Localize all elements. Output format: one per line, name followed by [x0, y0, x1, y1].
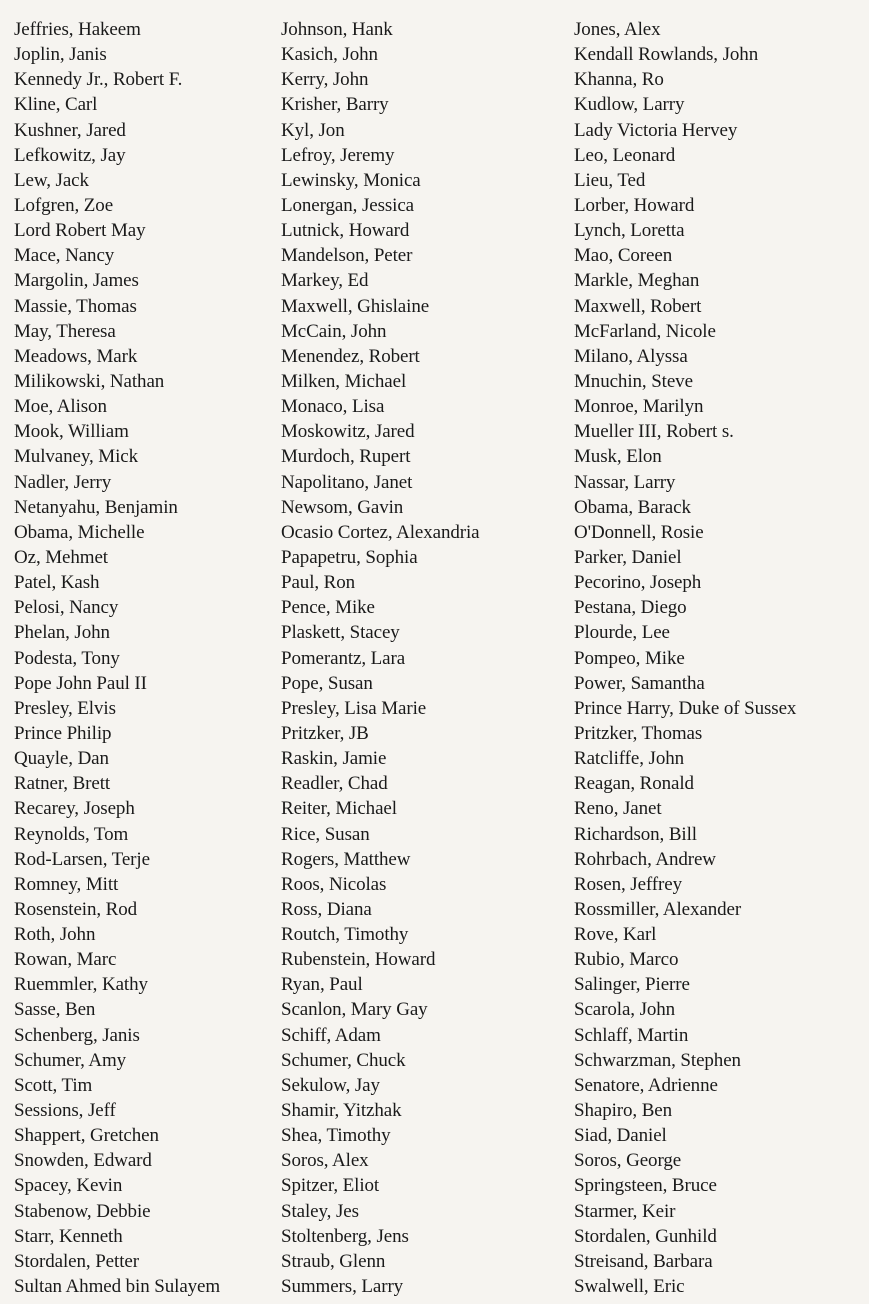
- name-entry: Ocasio Cortez, Alexandria: [281, 521, 480, 543]
- name-entry: Mandelson, Peter: [281, 245, 413, 267]
- name-entry: Jones, Alex: [574, 19, 661, 40]
- name-entry: Scarola, John: [574, 999, 676, 1021]
- name-entry: Markle, Meghan: [574, 270, 700, 292]
- name-entry: Pope John Paul II: [14, 672, 147, 694]
- name-column-3: [574, 17, 796, 1299]
- name-entry: Kasich, John: [281, 44, 378, 66]
- name-entry: Milken, Michael: [281, 370, 407, 392]
- name-entry: Pelosi, Nancy: [14, 597, 119, 619]
- name-entry: Obama, Michelle: [14, 521, 145, 543]
- name-entry: Obama, Barack: [574, 496, 691, 518]
- name-entry: Leo, Leonard: [574, 144, 676, 166]
- name-entry: Snowden, Edward: [14, 1150, 152, 1172]
- name-entry: Starmer, Keir: [574, 1200, 676, 1222]
- name-entry: Rosen, Jeffrey: [574, 873, 682, 895]
- name-entry: Shapiro, Ben: [574, 1100, 673, 1122]
- name-entry: Maxwell, Robert: [574, 295, 702, 317]
- name-entry: Kushner, Jared: [14, 119, 126, 141]
- name-entry: Mueller III, Robert s.: [574, 421, 734, 443]
- name-entry: Straub, Glenn: [281, 1250, 386, 1272]
- name-entry: Lonergan, Jessica: [281, 194, 415, 216]
- name-entry: Maxwell, Ghislaine: [281, 295, 430, 317]
- name-entry: Spacey, Kevin: [14, 1175, 123, 1197]
- name-entry: Oz, Mehmet: [14, 546, 108, 568]
- name-entry: Senatore, Adrienne: [574, 1074, 718, 1096]
- name-entry: Shamir, Yitzhak: [281, 1100, 402, 1122]
- name-entry: Krisher, Barry: [281, 94, 389, 116]
- name-entry: Netanyahu, Benjamin: [14, 496, 178, 518]
- name-entry: Sultan Ahmed bin Sulayem: [14, 1276, 221, 1298]
- name-entry: Stoltenberg, Jens: [281, 1225, 409, 1247]
- name-entry: Lofgren, Zoe: [14, 194, 114, 216]
- name-entry: Rossmiller, Alexander: [574, 898, 742, 920]
- name-entry: Jeffries, Hakeem: [14, 19, 141, 40]
- name-entry: Reynolds, Tom: [14, 823, 129, 845]
- name-entry: Lynch, Loretta: [574, 220, 685, 242]
- name-entry: Rubenstein, Howard: [281, 949, 436, 971]
- name-entry: Kyl, Jon: [281, 119, 345, 141]
- name-entry: Kline, Carl: [14, 94, 98, 116]
- name-entry: Nadler, Jerry: [14, 471, 112, 493]
- name-entry: O'Donnell, Rosie: [574, 521, 704, 543]
- name-entry: Stordalen, Petter: [14, 1250, 139, 1272]
- name-entry: Mace, Nancy: [14, 245, 115, 267]
- name-entry: Mulvaney, Mick: [14, 446, 139, 468]
- name-entry: Kudlow, Larry: [574, 94, 685, 116]
- name-entry: Soros, George: [574, 1150, 682, 1172]
- name-entry: Moskowitz, Jared: [281, 421, 415, 443]
- name-entry: Lewinsky, Monica: [281, 169, 421, 191]
- name-entry: Khanna, Ro: [574, 69, 664, 91]
- name-entry: Prince Harry, Duke of Sussex: [574, 697, 797, 719]
- name-entry: Schlaff, Martin: [574, 1024, 689, 1046]
- name-entry: Lady Victoria Hervey: [574, 119, 738, 141]
- name-entry: Siad, Daniel: [574, 1125, 667, 1147]
- name-entry: Scanlon, Mary Gay: [281, 999, 428, 1021]
- name-column-1: [14, 17, 220, 1299]
- name-entry: Summers, Larry: [281, 1276, 404, 1298]
- name-entry: Schumer, Amy: [14, 1049, 127, 1071]
- name-entry: Streisand, Barbara: [574, 1250, 713, 1272]
- name-entry: Stabenow, Debbie: [14, 1200, 151, 1222]
- name-entry: Quayle, Dan: [14, 748, 109, 770]
- name-entry: Raskin, Jamie: [281, 748, 387, 770]
- name-entry: Readler, Chad: [281, 773, 388, 795]
- name-entry: Roth, John: [14, 924, 96, 946]
- name-entry: Newsom, Gavin: [281, 496, 404, 518]
- name-entry: Pecorino, Joseph: [574, 572, 702, 594]
- name-entry: Ryan, Paul: [281, 974, 363, 996]
- name-entry: Monaco, Lisa: [281, 396, 385, 418]
- name-entry: Margolin, James: [14, 270, 139, 292]
- name-entry: Parker, Daniel: [574, 546, 682, 568]
- name-entry: Presley, Lisa Marie: [281, 697, 427, 719]
- name-entry: Lorber, Howard: [574, 194, 695, 216]
- name-entry: Plourde, Lee: [574, 622, 670, 644]
- name-entry: Shea, Timothy: [281, 1125, 391, 1147]
- name-entry: Menendez, Robert: [281, 345, 420, 367]
- name-entry: Schumer, Chuck: [281, 1049, 406, 1071]
- name-entry: Sekulow, Jay: [281, 1074, 380, 1096]
- name-entry: Lord Robert May: [14, 220, 146, 242]
- name-entry: Phelan, John: [14, 622, 110, 644]
- name-entry: Pence, Mike: [281, 597, 375, 619]
- name-entry: Sessions, Jeff: [14, 1100, 116, 1122]
- name-entry: Pestana, Diego: [574, 597, 687, 619]
- name-entry: Lefkowitz, Jay: [14, 144, 126, 166]
- name-entry: Ruemmler, Kathy: [14, 974, 148, 996]
- name-entry: Rogers, Matthew: [281, 848, 411, 870]
- name-entry: Rosenstein, Rod: [14, 898, 138, 920]
- name-entry: Kennedy Jr., Robert F.: [14, 69, 183, 91]
- name-entry: Papapetru, Sophia: [281, 546, 418, 568]
- name-entry: Rice, Susan: [281, 823, 370, 845]
- name-entry: May, Theresa: [14, 320, 116, 342]
- name-entry: Ratcliffe, John: [574, 748, 685, 770]
- name-entry: Roos, Nicolas: [281, 873, 387, 895]
- name-entry: Presley, Elvis: [14, 697, 116, 719]
- name-entry: Pompeo, Mike: [574, 647, 685, 669]
- name-entry: Meadows, Mark: [14, 345, 138, 367]
- name-entry: Massie, Thomas: [14, 295, 137, 317]
- name-entry: Plaskett, Stacey: [281, 622, 400, 644]
- name-entry: Romney, Mitt: [14, 873, 119, 895]
- name-entry: Nassar, Larry: [574, 471, 676, 493]
- name-entry: Reno, Janet: [574, 798, 662, 820]
- name-entry: Patel, Kash: [14, 572, 100, 594]
- name-entry: Rohrbach, Andrew: [574, 848, 716, 870]
- name-entry: Rove, Karl: [574, 924, 657, 946]
- name-entry: Murdoch, Rupert: [281, 446, 411, 468]
- name-entry: Starr, Kenneth: [14, 1225, 123, 1247]
- name-entry: Pope, Susan: [281, 672, 373, 694]
- name-entry: McCain, John: [281, 320, 387, 342]
- name-entry: Markey, Ed: [281, 270, 369, 292]
- name-entry: McFarland, Nicole: [574, 320, 716, 342]
- name-entry: Schenberg, Janis: [14, 1024, 140, 1046]
- name-entry: Salinger, Pierre: [574, 974, 690, 996]
- name-entry: Rod-Larsen, Terje: [14, 848, 150, 870]
- name-entry: Schiff, Adam: [281, 1024, 381, 1046]
- name-entry: Lieu, Ted: [574, 169, 646, 191]
- name-entry: Stordalen, Gunhild: [574, 1225, 717, 1247]
- name-entry: Soros, Alex: [281, 1150, 369, 1172]
- name-entry: Staley, Jes: [281, 1200, 359, 1222]
- name-entry: Kerry, John: [281, 69, 369, 91]
- name-entry: Springsteen, Bruce: [574, 1175, 717, 1197]
- name-entry: Sasse, Ben: [14, 999, 96, 1021]
- name-entry: Joplin, Janis: [14, 44, 107, 66]
- name-entry: Mnuchin, Steve: [574, 370, 693, 392]
- name-entry: Johnson, Hank: [281, 19, 393, 40]
- name-entry: Rubio, Marco: [574, 949, 679, 971]
- name-entry: Paul, Ron: [281, 572, 356, 594]
- name-entry: Prince Philip: [14, 722, 112, 744]
- name-entry: Milikowski, Nathan: [14, 370, 165, 392]
- name-entry: Pritzker, Thomas: [574, 722, 703, 744]
- name-entry: Recarey, Joseph: [14, 798, 135, 820]
- name-entry: Lew, Jack: [14, 169, 89, 191]
- name-entry: Richardson, Bill: [574, 823, 697, 845]
- name-entry: Napolitano, Janet: [281, 471, 413, 493]
- name-entry: Routch, Timothy: [281, 924, 409, 946]
- name-entry: Mao, Coreen: [574, 245, 673, 267]
- name-entry: Lefroy, Jeremy: [281, 144, 395, 166]
- name-entry: Ross, Diana: [281, 898, 372, 920]
- name-entry: Pritzker, JB: [281, 722, 369, 744]
- name-entry: Ratner, Brett: [14, 773, 111, 795]
- name-entry: Power, Samantha: [574, 672, 705, 694]
- name-entry: Podesta, Tony: [14, 647, 120, 669]
- name-entry: Swalwell, Eric: [574, 1276, 685, 1298]
- name-entry: Musk, Elon: [574, 446, 662, 468]
- name-column-2: [281, 17, 480, 1299]
- name-entry: Milano, Alyssa: [574, 345, 688, 367]
- name-entry: Schwarzman, Stephen: [574, 1049, 741, 1071]
- name-entry: Lutnick, Howard: [281, 220, 410, 242]
- name-entry: Rowan, Marc: [14, 949, 117, 971]
- name-entry: Monroe, Marilyn: [574, 396, 704, 418]
- name-entry: Reiter, Michael: [281, 798, 397, 820]
- name-entry: Pomerantz, Lara: [281, 647, 406, 669]
- name-entry: Kendall Rowlands, John: [574, 44, 759, 66]
- name-entry: Scott, Tim: [14, 1074, 93, 1096]
- name-entry: Spitzer, Eliot: [281, 1175, 380, 1197]
- name-entry: Moe, Alison: [14, 396, 107, 418]
- name-entry: Shappert, Gretchen: [14, 1125, 159, 1147]
- name-entry: Mook, William: [14, 421, 129, 443]
- name-entry: Reagan, Ronald: [574, 773, 694, 795]
